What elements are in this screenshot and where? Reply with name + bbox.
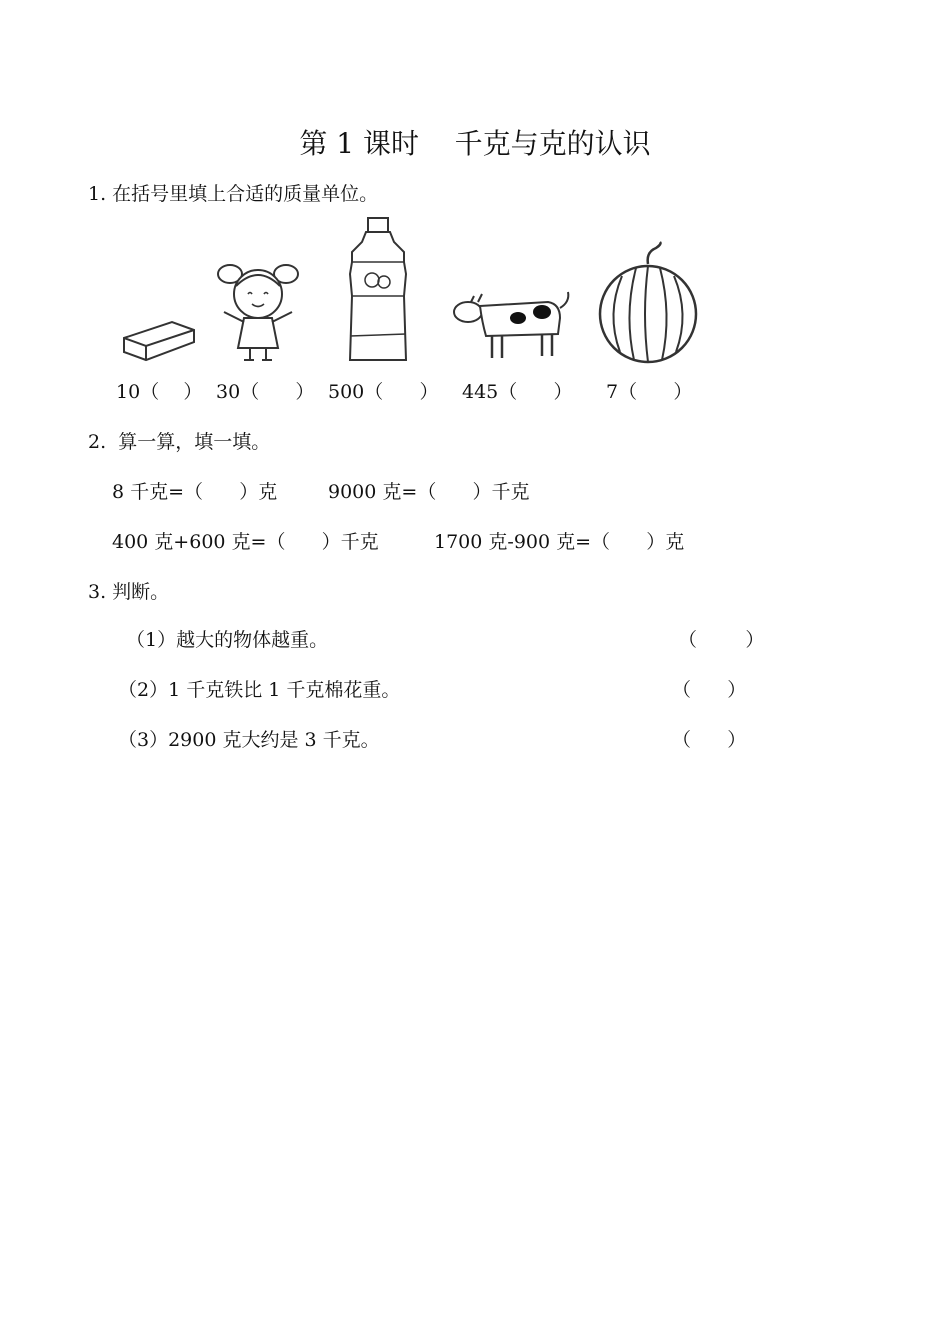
judge-answer-blank-1[interactable]: （ ） [678, 629, 765, 651]
eraser-icon [118, 308, 198, 364]
judge-statement-1: （1）越大的物体越重。 [126, 629, 329, 651]
judge-answer-blank-3[interactable]: （ ） [672, 729, 747, 751]
answer-blank[interactable]: （ ） [498, 381, 573, 403]
q1-item-watermelon [606, 380, 692, 404]
q1-value: 445 [462, 381, 499, 403]
girl-icon [210, 256, 306, 364]
question-2-heading: 2. 算一算，填一填。 [88, 431, 271, 453]
q1-item-eraser [116, 380, 202, 404]
q1-item-girl [216, 380, 314, 404]
q1-value: 7 [606, 381, 619, 403]
q1-value: 30 [216, 381, 241, 403]
q2-problem-1[interactable]: 8 千克=（ ）克 [112, 481, 278, 503]
answer-blank[interactable]: （ ） [364, 381, 439, 403]
answer-blank[interactable]: （ ） [618, 381, 693, 403]
q2-problem-3[interactable]: 400 克+600 克=（ ）千克 [112, 531, 379, 553]
q2-problem-4[interactable]: 1700 克-900 克=（ ）克 [434, 531, 685, 553]
q2-problem-2[interactable]: 9000 克=（ ）千克 [328, 481, 530, 503]
q1-item-cow [462, 380, 573, 404]
q1-value: 500 [328, 381, 365, 403]
oil-bottle-icon [344, 216, 412, 364]
watermelon-icon [596, 240, 700, 366]
cow-icon [448, 282, 576, 362]
answer-blank[interactable]: （ ） [240, 381, 315, 403]
answer-blank[interactable]: （ ） [140, 381, 203, 403]
question-3-heading: 3. 判断。 [88, 581, 170, 603]
judge-statement-3: （3）2900 克大约是 3 千克。 [118, 729, 380, 751]
judge-answer-blank-2[interactable]: （ ） [672, 679, 747, 701]
page-title: 第 1 课时 千克与克的认识 [299, 127, 651, 160]
question-1-heading: 1. 在括号里填上合适的质量单位。 [88, 183, 379, 205]
q1-item-bottle [328, 380, 439, 404]
judge-statement-2: （2）1 千克铁比 1 千克棉花重。 [118, 679, 401, 701]
q1-value: 10 [116, 381, 141, 403]
